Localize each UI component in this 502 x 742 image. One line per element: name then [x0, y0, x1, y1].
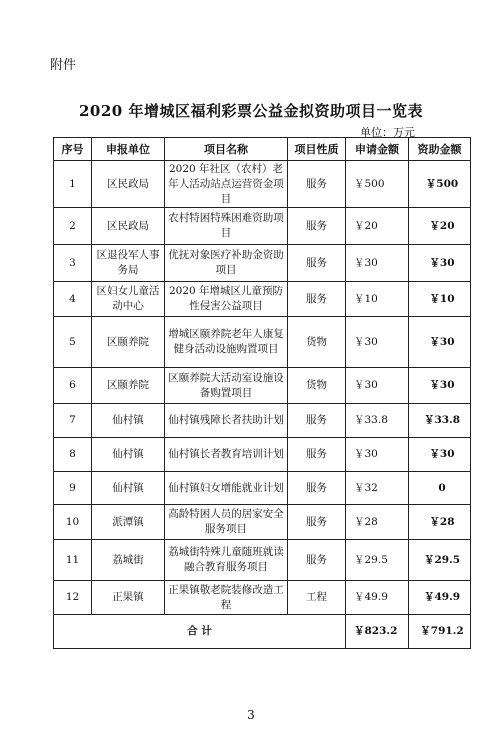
header-project: 项目名称 [165, 138, 288, 161]
row-index: 12 [54, 581, 92, 615]
header-grant: 资助金额 [409, 138, 471, 161]
attachment-label: 附件 [50, 58, 77, 73]
funding-table [53, 137, 471, 649]
row-grant: ￥30 [409, 245, 471, 282]
row-index: 5 [54, 317, 92, 368]
table-row [54, 438, 471, 472]
row-grant: ￥20 [409, 208, 471, 245]
row-apply: ￥30 [346, 245, 409, 282]
row-apply: ￥32 [346, 472, 409, 505]
row-index: 11 [54, 540, 92, 581]
row-type: 服务 [288, 282, 346, 317]
row-type: 服务 [288, 404, 346, 438]
row-apply: ￥30 [346, 317, 409, 368]
document-title: 2020 年增城区福利彩票公益金拟资助项目一览表 [79, 102, 423, 120]
row-type: 服务 [288, 472, 346, 505]
row-project: 正果镇敬老院装修改造工程 [165, 581, 288, 615]
row-apply: ￥49.9 [346, 581, 409, 615]
table-row [54, 282, 471, 317]
row-grant: ￥49.9 [409, 581, 471, 615]
table-row [54, 208, 471, 245]
row-apply: ￥28 [346, 505, 409, 540]
table-row [54, 472, 471, 505]
row-org: 仙村镇 [92, 472, 165, 505]
row-project: 2020 年增城区儿童预防性侵害公益项目 [165, 282, 288, 317]
row-grant: 0 [409, 472, 471, 505]
row-apply: ￥30 [346, 438, 409, 472]
row-project: 2020 年社区（农村）老年人活动站点运营资金项目 [165, 161, 288, 208]
row-index: 6 [54, 368, 92, 404]
row-org: 正果镇 [92, 581, 165, 615]
row-org: 区颐养院 [92, 317, 165, 368]
row-project: 优抚对象医疗补助金资助项目 [165, 245, 288, 282]
row-project: 仙村镇残障长者扶助计划 [165, 404, 288, 438]
table-row [54, 540, 471, 581]
row-type: 工程 [288, 581, 346, 615]
total-grant: ￥791.2 [409, 615, 471, 649]
row-project: 仙村镇妇女增能就业计划 [165, 472, 288, 505]
row-grant: ￥33.8 [409, 404, 471, 438]
row-project: 仙村镇长者教育培训计划 [165, 438, 288, 472]
row-grant: ￥28 [409, 505, 471, 540]
row-index: 10 [54, 505, 92, 540]
row-type: 货物 [288, 317, 346, 368]
row-apply: ￥33.8 [346, 404, 409, 438]
row-type: 服务 [288, 208, 346, 245]
row-project: 农村特困特殊困难资助项目 [165, 208, 288, 245]
table-row [54, 581, 471, 615]
row-type: 服务 [288, 161, 346, 208]
row-grant: ￥30 [409, 368, 471, 404]
table-header-row [54, 138, 471, 161]
page-number: 3 [247, 708, 255, 722]
row-apply: ￥10 [346, 282, 409, 317]
table-row [54, 161, 471, 208]
row-apply: ￥20 [346, 208, 409, 245]
row-type: 服务 [288, 245, 346, 282]
row-apply: ￥30 [346, 368, 409, 404]
row-type: 服务 [288, 505, 346, 540]
table-row [54, 404, 471, 438]
row-project: 高龄特困人员的居家安全服务项目 [165, 505, 288, 540]
header-org: 申报单位 [92, 138, 165, 161]
total-label: 合 计 [54, 615, 346, 649]
row-index: 1 [54, 161, 92, 208]
header-apply: 申请金额 [346, 138, 409, 161]
row-org: 区民政局 [92, 208, 165, 245]
row-org: 仙村镇 [92, 438, 165, 472]
row-apply: ￥29.5 [346, 540, 409, 581]
row-org: 区颐养院 [92, 368, 165, 404]
row-index: 3 [54, 245, 92, 282]
row-index: 2 [54, 208, 92, 245]
total-row [54, 615, 471, 649]
row-org: 荔城街 [92, 540, 165, 581]
header-index: 序号 [54, 138, 92, 161]
row-grant: ￥29.5 [409, 540, 471, 581]
row-project: 荔城街特殊儿童随班就读融合教育服务项目 [165, 540, 288, 581]
table-row [54, 368, 471, 404]
table-row [54, 317, 471, 368]
row-type: 服务 [288, 438, 346, 472]
row-index: 9 [54, 472, 92, 505]
row-apply: ￥500 [346, 161, 409, 208]
row-grant: ￥10 [409, 282, 471, 317]
row-index: 4 [54, 282, 92, 317]
unit-label: 单位：万元 [360, 126, 415, 139]
row-project: 增城区颐养院老年人康复健身活动设施购置项目 [165, 317, 288, 368]
row-org: 区退役军人事务局 [92, 245, 165, 282]
row-org: 仙村镇 [92, 404, 165, 438]
table-row [54, 245, 471, 282]
row-grant: ￥30 [409, 438, 471, 472]
row-type: 货物 [288, 368, 346, 404]
total-apply: ￥823.2 [346, 615, 409, 649]
row-grant: ￥500 [409, 161, 471, 208]
row-org: 派潭镇 [92, 505, 165, 540]
row-project: 区颐养院大活动室设施设备购置项目 [165, 368, 288, 404]
header-type: 项目性质 [288, 138, 346, 161]
row-grant: ￥30 [409, 317, 471, 368]
row-org: 区民政局 [92, 161, 165, 208]
row-type: 服务 [288, 540, 346, 581]
row-index: 7 [54, 404, 92, 438]
row-org: 区妇女儿童活动中心 [92, 282, 165, 317]
row-index: 8 [54, 438, 92, 472]
table-row [54, 505, 471, 540]
